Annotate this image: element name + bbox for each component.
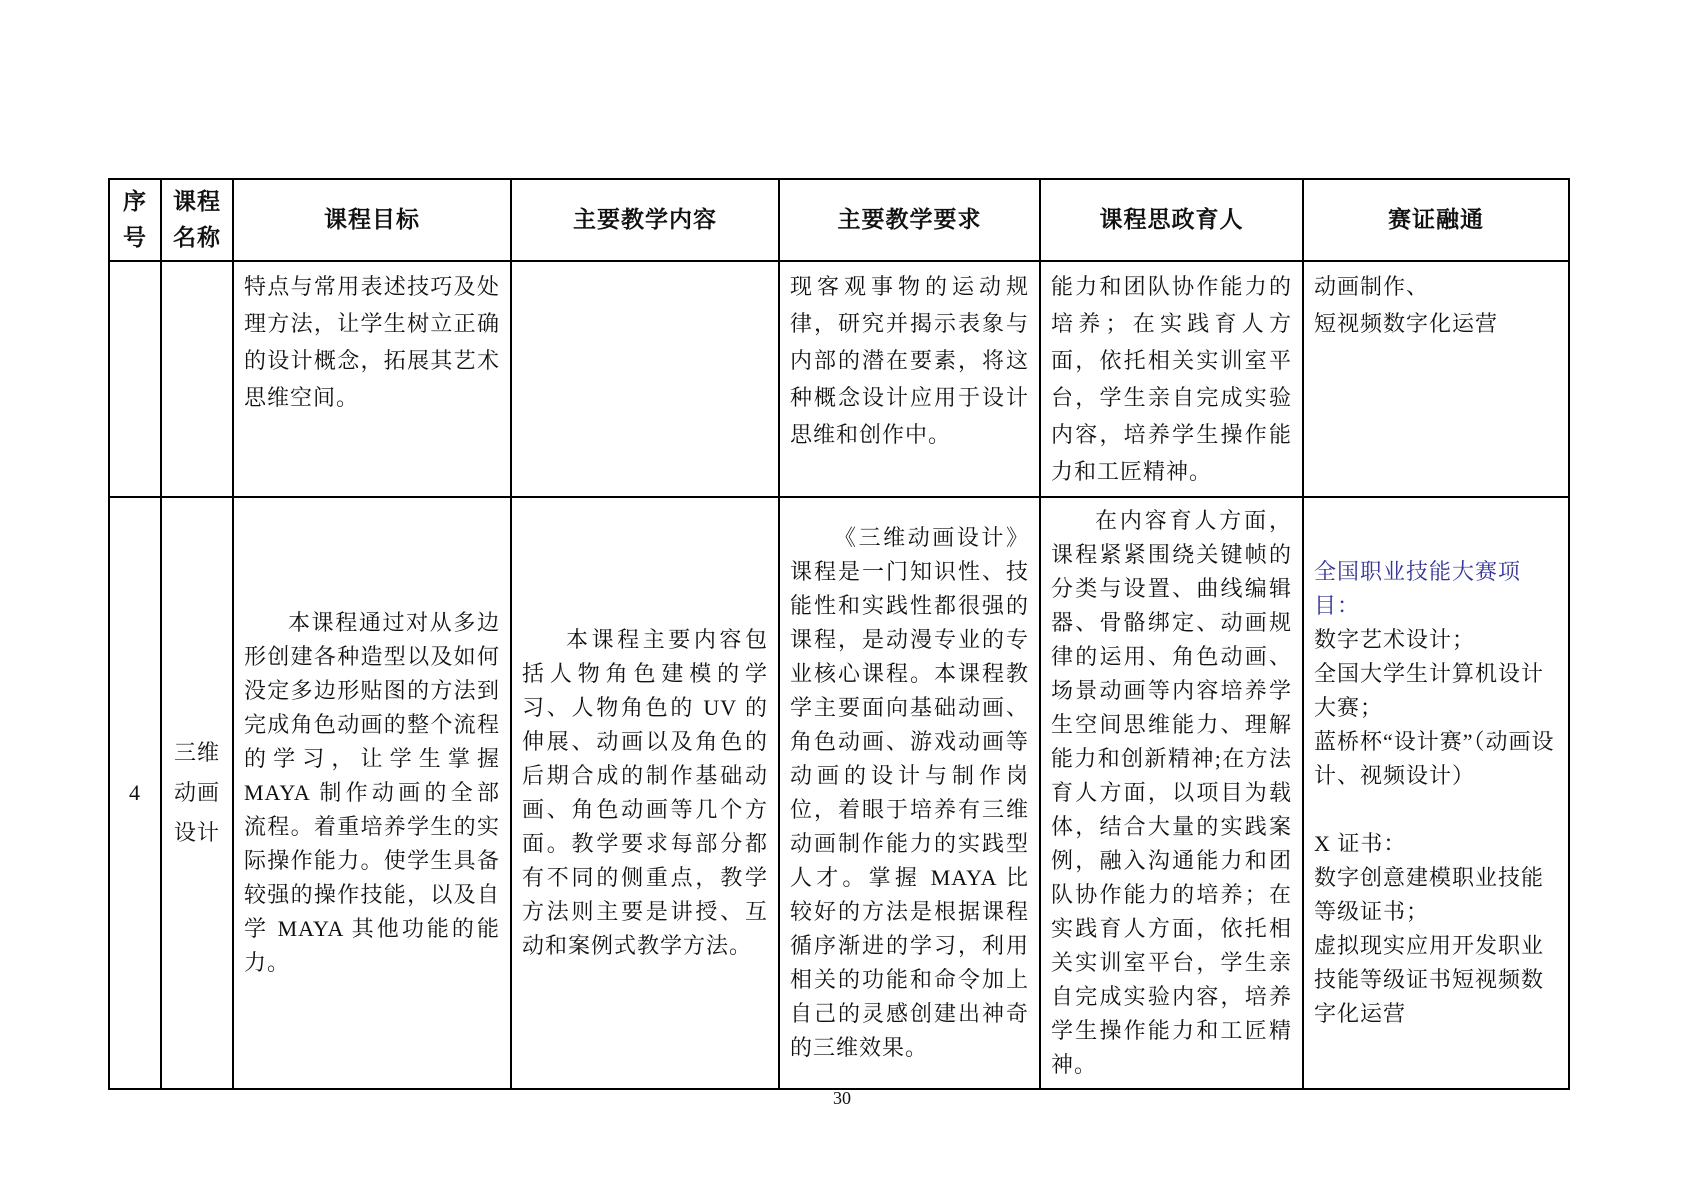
ideology-text: 能力和团队协作能力的培养；在实践育人方面，依托相关实训室平台，学生亲自完成实验内容，培养学生操作能力和工匠精神。 <box>1051 274 1292 484</box>
cell-content-empty <box>511 261 779 497</box>
col-header-seq <box>109 179 161 261</box>
col-header-competition: 赛证融通 <box>1303 179 1569 261</box>
cell-content <box>511 497 779 1089</box>
table-row-course-4 <box>109 497 1569 1089</box>
header-row <box>109 179 1569 261</box>
col-header-name-line1: 课程 <box>173 189 221 214</box>
cell-goal <box>233 261 511 497</box>
col-header-goal: 课程目标 <box>233 179 511 261</box>
competition-line: 全国大学生计算机设计大赛； <box>1314 661 1545 720</box>
course-name-line: 动画 <box>173 780 220 805</box>
requirement-text: 现客观事物的运动规律，研究并揭示表象与内部的潜在要素，将这种概念设计应用于设计思维和创作中。 <box>790 274 1029 447</box>
cell-competition <box>1303 261 1569 497</box>
course-table <box>108 178 1570 1090</box>
competition-blank-line <box>1314 793 1558 827</box>
cell-ideology <box>1040 497 1303 1089</box>
cell-seq: 4 <box>109 497 161 1089</box>
competition-line: 蓝桥杯“设计赛”（动画设计、视频设计） <box>1314 729 1555 788</box>
col-header-ideology: 课程思政育人 <box>1040 179 1303 261</box>
cell-requirement <box>779 497 1040 1089</box>
competition-line: 虚拟现实应用开发职业技能等级证书短视频数字化运营 <box>1314 933 1545 1026</box>
cell-goal <box>233 497 511 1089</box>
col-header-name <box>161 179 233 261</box>
competition-line: 数字艺术设计； <box>1314 627 1476 652</box>
cell-requirement <box>779 261 1040 497</box>
competition-heading: 全国职业技能大赛项目： <box>1314 559 1522 618</box>
col-header-seq-line2: 号 <box>123 225 147 250</box>
cell-ideology <box>1040 261 1303 497</box>
col-header-requirement: 主要教学要求 <box>779 179 1040 261</box>
goal-text: 特点与常用表述技巧及处理方法，让学生树立正确的设计概念，拓展其艺术思维空间。 <box>244 274 500 410</box>
competition-line: X 证书： <box>1314 831 1407 856</box>
col-header-seq-line1: 序 <box>123 189 147 214</box>
cell-name <box>161 497 233 1089</box>
cell-seq-empty <box>109 261 161 497</box>
competition-line: 短视频数字化运营 <box>1314 311 1499 336</box>
table-row-continuation <box>109 261 1569 497</box>
ideology-text: 在内容育人方面，课程紧紧围绕关键帧的分类与设置、曲线编辑器、骨骼绑定、动画规律的运用、角色动画、场景动画等内容培养学生空间思维能力、理解能力和创新精神;在方法育人方面，以项目为载体，结合大量的实践案例，融入沟通能力和团队协作能力的培养；在实践育人方面，依托相关实训室平台，学生亲自完成实验内容，培养学生操作能力和工匠精神。 <box>1051 508 1292 1077</box>
course-name-line: 设计 <box>173 820 220 845</box>
page-number: 30 <box>833 1088 851 1108</box>
content-text: 本课程主要内容包括人物角色建模的学习、人物角色的 UV 的伸展、动画以及角色的后期合成的制作基础动画、角色动画等几个方面。教学要求每部分都有不同的侧重点，教学方法则主要是讲授、互动和案例式教学方法。 <box>522 627 768 958</box>
competition-line: 数字创意建模职业技能等级证书； <box>1314 865 1545 924</box>
competition-line: 动画制作、 <box>1314 274 1430 299</box>
goal-text: 本课程通过对从多边形创建各种造型以及如何没定多边形贴图的方法到完成角色动画的整个流程的学习，让学生掌握 MAYA 制作动画的全部流程。着重培养学生的实际操作能力。使学生具备较强的操作技能，以及自学 MAYA 其他功能的能力。 <box>244 610 500 975</box>
cell-competition <box>1303 497 1569 1089</box>
course-table-container <box>108 178 1570 1090</box>
col-header-content: 主要教学内容 <box>511 179 779 261</box>
course-name-line: 三维 <box>173 740 220 765</box>
cell-name-empty <box>161 261 233 497</box>
requirement-text: 《三维动画设计》课程是一门知识性、技能性和实践性都很强的课程，是动漫专业的专业核心课程。本课程教学主要面向基础动画、角色动画、游戏动画等动画的设计与制作岗位，着眼于培养有三维动画制作能力的实践型人才。掌握 MAYA 比较好的方法是根据课程循序渐进的学习，利用相关的功能和命令加上自己的灵感创建出神奇的三维效果。 <box>790 525 1029 1060</box>
col-header-name-line2: 名称 <box>173 225 221 250</box>
